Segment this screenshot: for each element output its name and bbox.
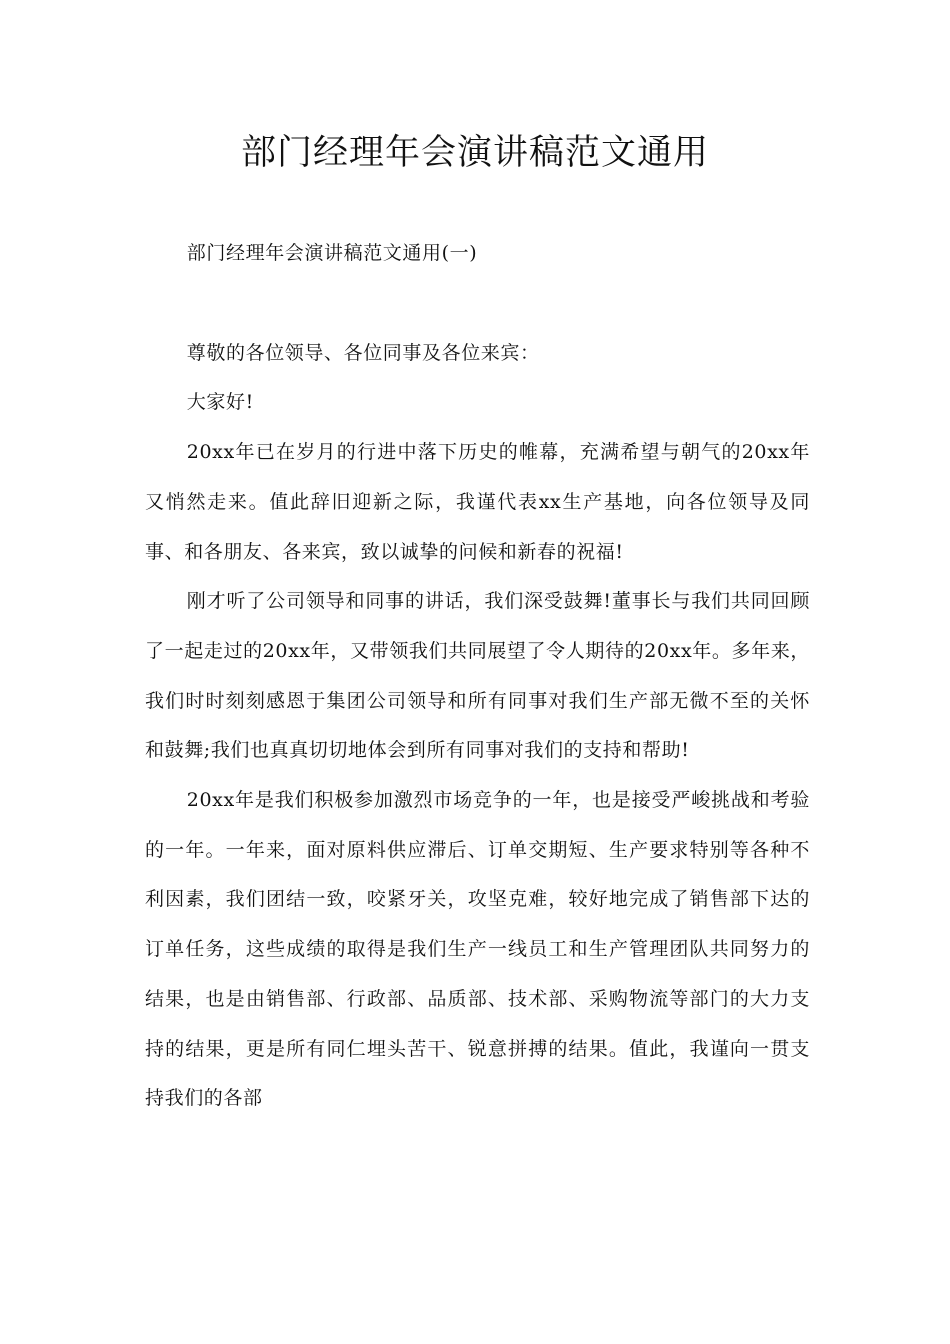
salutation-paragraph: 尊敬的各位领导、各位同事及各位来宾： [186,341,540,364]
body-paragraph: 刚才听了公司领导和同事的讲话，我们深受鼓舞!董事长与我们共同回顾了一起走过的20xx年，又带领我们共同展望了令人期待的20xx年。多年来，我们时时刻刻感恩于集团公司领导和所有同事对我们生产部无微不至的关怀和鼓舞;我们也真真切切地体会到所有同事对我们的支持和帮助! [145,590,810,762]
greeting-paragraph: 大家好! [186,391,254,414]
document-title: 部门经理年会演讲稿范文通用 [240,133,709,173]
body-paragraph: 20xx年已在岁月的行进中落下历史的帷幕，充满希望与朝气的20xx年又悄然走来。值此辞旧迎新之际，我谨代表xx生产基地，向各位领导及同事、和各朋友、各来宾，致以诚挚的问候和新春的祝福! [145,441,810,563]
body-paragraph: 20xx年是我们积极参加激烈市场竞争的一年，也是接受严峻挑战和考验的一年。一年来，面对原料供应滞后、订单交期短、生产要求特别等各种不利因素，我们团结一致，咬紧牙关，攻坚克难，较好地完成了销售部下达的订单任务，这些成绩的取得是我们生产一线员工和生产管理团队共同努力的结果，也是由销售部、行政部、品质部、技术部、采购物流等部门的大力支持的结果，更是所有同仁埋头苦干、锐意拼搏的结果。值此，我谨向一贯支持我们的各部 [145,789,810,1110]
document-body [145,229,810,1124]
section-heading: 部门经理年会演讲稿范文通用(一) [186,242,478,264]
